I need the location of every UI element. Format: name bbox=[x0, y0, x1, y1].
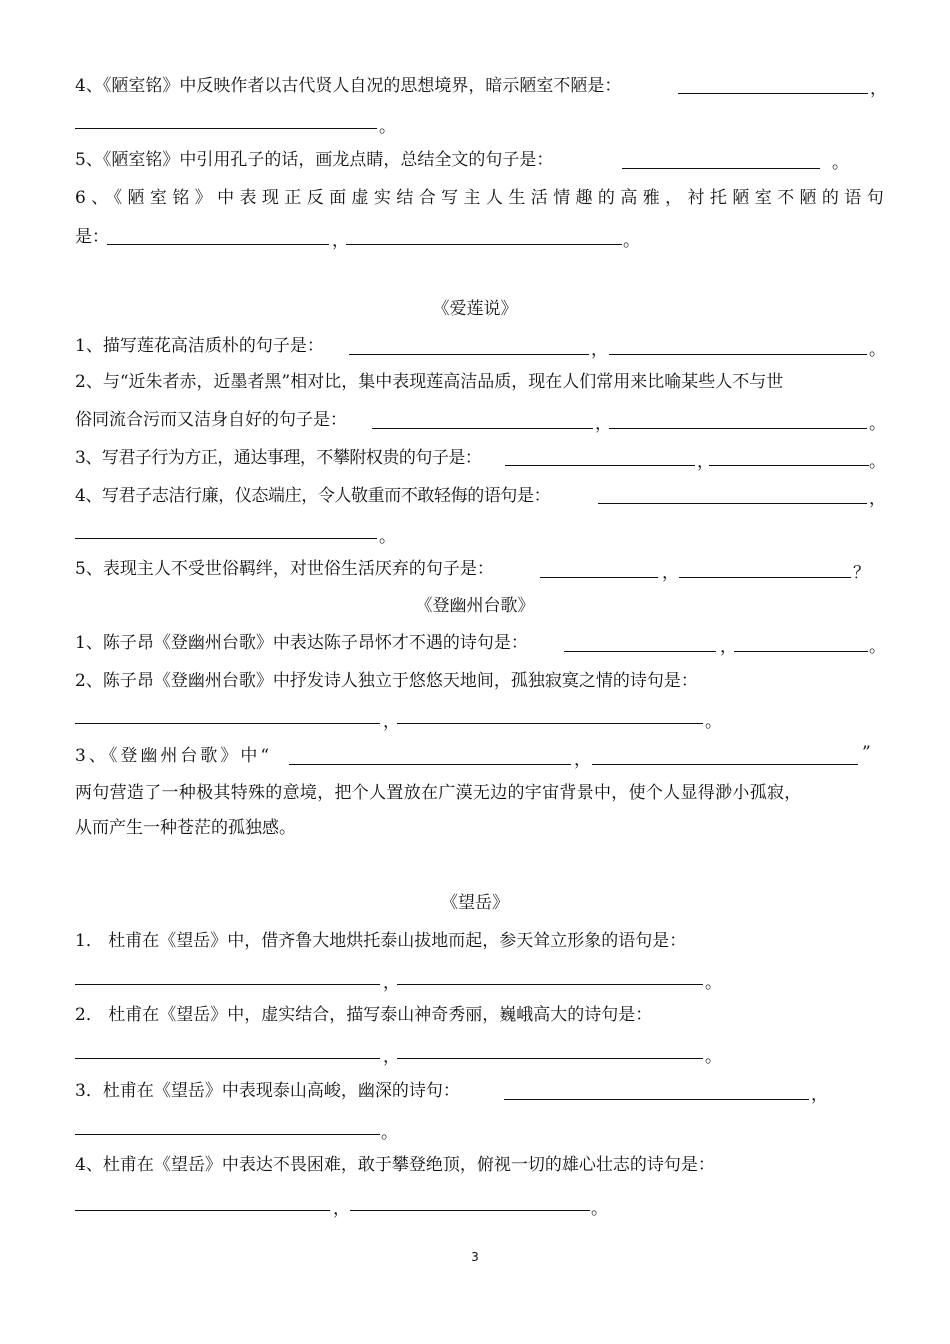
answer-blank[interactable] bbox=[75, 1193, 330, 1211]
punct-period: 。 bbox=[379, 527, 396, 547]
question-text: 6、《陋室铭》中表现正反面虚实结合写主人生活情趣的高雅，衬托陋室不陋的语句 bbox=[75, 188, 890, 208]
punct-period: 。 bbox=[591, 1199, 608, 1219]
answer-blank[interactable] bbox=[622, 151, 820, 169]
question-text: 2、陈子昂《登幽州台歌》中抒发诗人独立于悠悠天地间，孤独寂寞之情的诗句是： bbox=[75, 671, 698, 691]
answer-blank[interactable] bbox=[678, 76, 868, 94]
answer-blank[interactable] bbox=[75, 706, 380, 724]
punct-comma: ， bbox=[333, 1199, 350, 1219]
punct-period: 。 bbox=[381, 1123, 398, 1143]
answer-blank[interactable] bbox=[397, 1041, 703, 1059]
punct-period: 。 bbox=[705, 973, 722, 993]
question-text: 从而产生一种苍茫的孤独感。 bbox=[75, 818, 296, 838]
question-text: 3、《登幽州台歌》中“ bbox=[75, 746, 273, 766]
punct-comma: ， bbox=[720, 637, 737, 657]
question-3-continued bbox=[75, 781, 885, 805]
question-text: 2、与“近朱者赤，近墨者黑”相对比，集中表现莲高洁品质，现在人们常用来比喻某些人不与世 bbox=[75, 372, 784, 392]
punct-comma: ， bbox=[332, 231, 349, 251]
question-2-wangyue bbox=[75, 1003, 885, 1027]
answer-blank[interactable] bbox=[346, 227, 622, 245]
answer-blank[interactable] bbox=[75, 1117, 380, 1135]
answer-blank[interactable] bbox=[609, 411, 867, 429]
question-text: 是： bbox=[75, 227, 109, 247]
answer-blank[interactable] bbox=[504, 1082, 809, 1100]
question-text: 4、杜甫在《望岳》中表达不畏困难，敢于攀登绝顶，俯视一切的雄心壮志的诗句是： bbox=[75, 1155, 715, 1175]
question-text: 俗同流合污而又洁身自好的句子是： bbox=[75, 410, 347, 430]
answer-blank[interactable] bbox=[75, 521, 377, 539]
question-text: 1、陈子昂《登幽州台歌》中表达陈子昂怀才不遇的诗句是： bbox=[75, 633, 528, 653]
question-text: 1、描写莲花高洁质朴的句子是： bbox=[75, 336, 324, 356]
punct-comma: ， bbox=[870, 79, 887, 99]
answer-blank[interactable] bbox=[598, 486, 867, 504]
punct-comma: ， bbox=[811, 1085, 828, 1105]
punct-period: 。 bbox=[869, 452, 886, 472]
punct-comma: ， bbox=[697, 452, 714, 472]
question-1-wangyue bbox=[75, 929, 885, 953]
punct-comma: ， bbox=[595, 414, 612, 434]
answer-blank[interactable] bbox=[397, 967, 703, 985]
answer-blank[interactable] bbox=[289, 747, 571, 765]
question-6-loushiming bbox=[75, 186, 890, 210]
punct-period: 。 bbox=[832, 153, 849, 173]
question-3-continued bbox=[75, 816, 885, 840]
answer-blank[interactable] bbox=[349, 337, 589, 355]
section-title-dengyouzhoutaige: 《登幽州台歌》 bbox=[415, 596, 535, 616]
answer-blank[interactable] bbox=[709, 448, 869, 466]
answer-blank[interactable] bbox=[564, 634, 716, 652]
punct-comma: ， bbox=[383, 1047, 400, 1067]
answer-blank[interactable] bbox=[75, 1041, 380, 1059]
answer-blank[interactable] bbox=[350, 1193, 590, 1211]
question-text: 5、《陋室铭》中引用孔子的话，画龙点睛，总结全文的句子是： bbox=[75, 150, 554, 170]
answer-blank[interactable] bbox=[592, 747, 858, 765]
question-text: 3、写君子行为方正，通达事理，不攀附权贵的句子是： bbox=[75, 448, 482, 468]
answer-blank[interactable] bbox=[609, 337, 867, 355]
punct-period: 。 bbox=[623, 231, 640, 251]
answer-blank[interactable] bbox=[107, 227, 329, 245]
answer-blank[interactable] bbox=[540, 560, 658, 578]
question-text: 4、写君子志洁行廉，仪态端庄，令人敬重而不敢轻侮的语句是： bbox=[75, 486, 551, 506]
question-text: 4、《陋室铭》中反映作者以古代贤人自况的思想境界，暗示陋室不陋是： bbox=[75, 76, 622, 96]
answer-blank[interactable] bbox=[372, 411, 593, 429]
answer-blank[interactable] bbox=[679, 560, 851, 578]
question-text: 3．杜甫在《望岳》中表现泰山高峻，幽深的诗句： bbox=[75, 1081, 460, 1101]
punct-comma: ， bbox=[383, 712, 400, 732]
punct-close-quote: ” bbox=[862, 743, 871, 763]
section-title-ailianshuo: 《爱莲说》 bbox=[432, 299, 518, 319]
question-4-wangyue bbox=[75, 1153, 885, 1177]
answer-blank[interactable] bbox=[397, 706, 703, 724]
punct-comma: ， bbox=[574, 750, 591, 770]
punct-period: 。 bbox=[705, 1047, 722, 1067]
question-text: 2． 杜甫在《望岳》中，虚实结合，描写泰山神奇秀丽，巍峨高大的诗句是： bbox=[75, 1005, 653, 1025]
question-2-youzhou bbox=[75, 669, 885, 693]
punct-comma: ， bbox=[383, 973, 400, 993]
punct-comma: ， bbox=[662, 563, 679, 583]
answer-blank[interactable] bbox=[505, 448, 695, 466]
punct-comma: ， bbox=[869, 489, 886, 509]
punct-period: 。 bbox=[869, 414, 886, 434]
section-title-wangyue: 《望岳》 bbox=[441, 893, 509, 913]
punct-comma: ， bbox=[591, 340, 608, 360]
answer-blank[interactable] bbox=[75, 967, 380, 985]
question-text: 5、表现主人不受世俗羁绊，对世俗生活厌弃的句子是： bbox=[75, 559, 494, 579]
answer-blank[interactable] bbox=[734, 634, 868, 652]
punct-period: 。 bbox=[705, 712, 722, 732]
question-text: 1． 杜甫在《望岳》中，借齐鲁大地烘托泰山拔地而起，参天耸立形象的语句是： bbox=[75, 931, 687, 951]
punct-period: 。 bbox=[869, 637, 886, 657]
punct-question: ？ bbox=[853, 563, 870, 583]
question-text: 两句营造了一种极其特殊的意境，把个人置放在广漠无边的宇宙背景中，使个人显得渺小孤寂， bbox=[75, 783, 802, 803]
answer-blank[interactable] bbox=[75, 111, 377, 129]
punct-period: 。 bbox=[379, 117, 396, 137]
question-2-ailian bbox=[75, 370, 885, 394]
page-number: 3 bbox=[471, 1250, 479, 1264]
punct-period: 。 bbox=[869, 340, 886, 360]
